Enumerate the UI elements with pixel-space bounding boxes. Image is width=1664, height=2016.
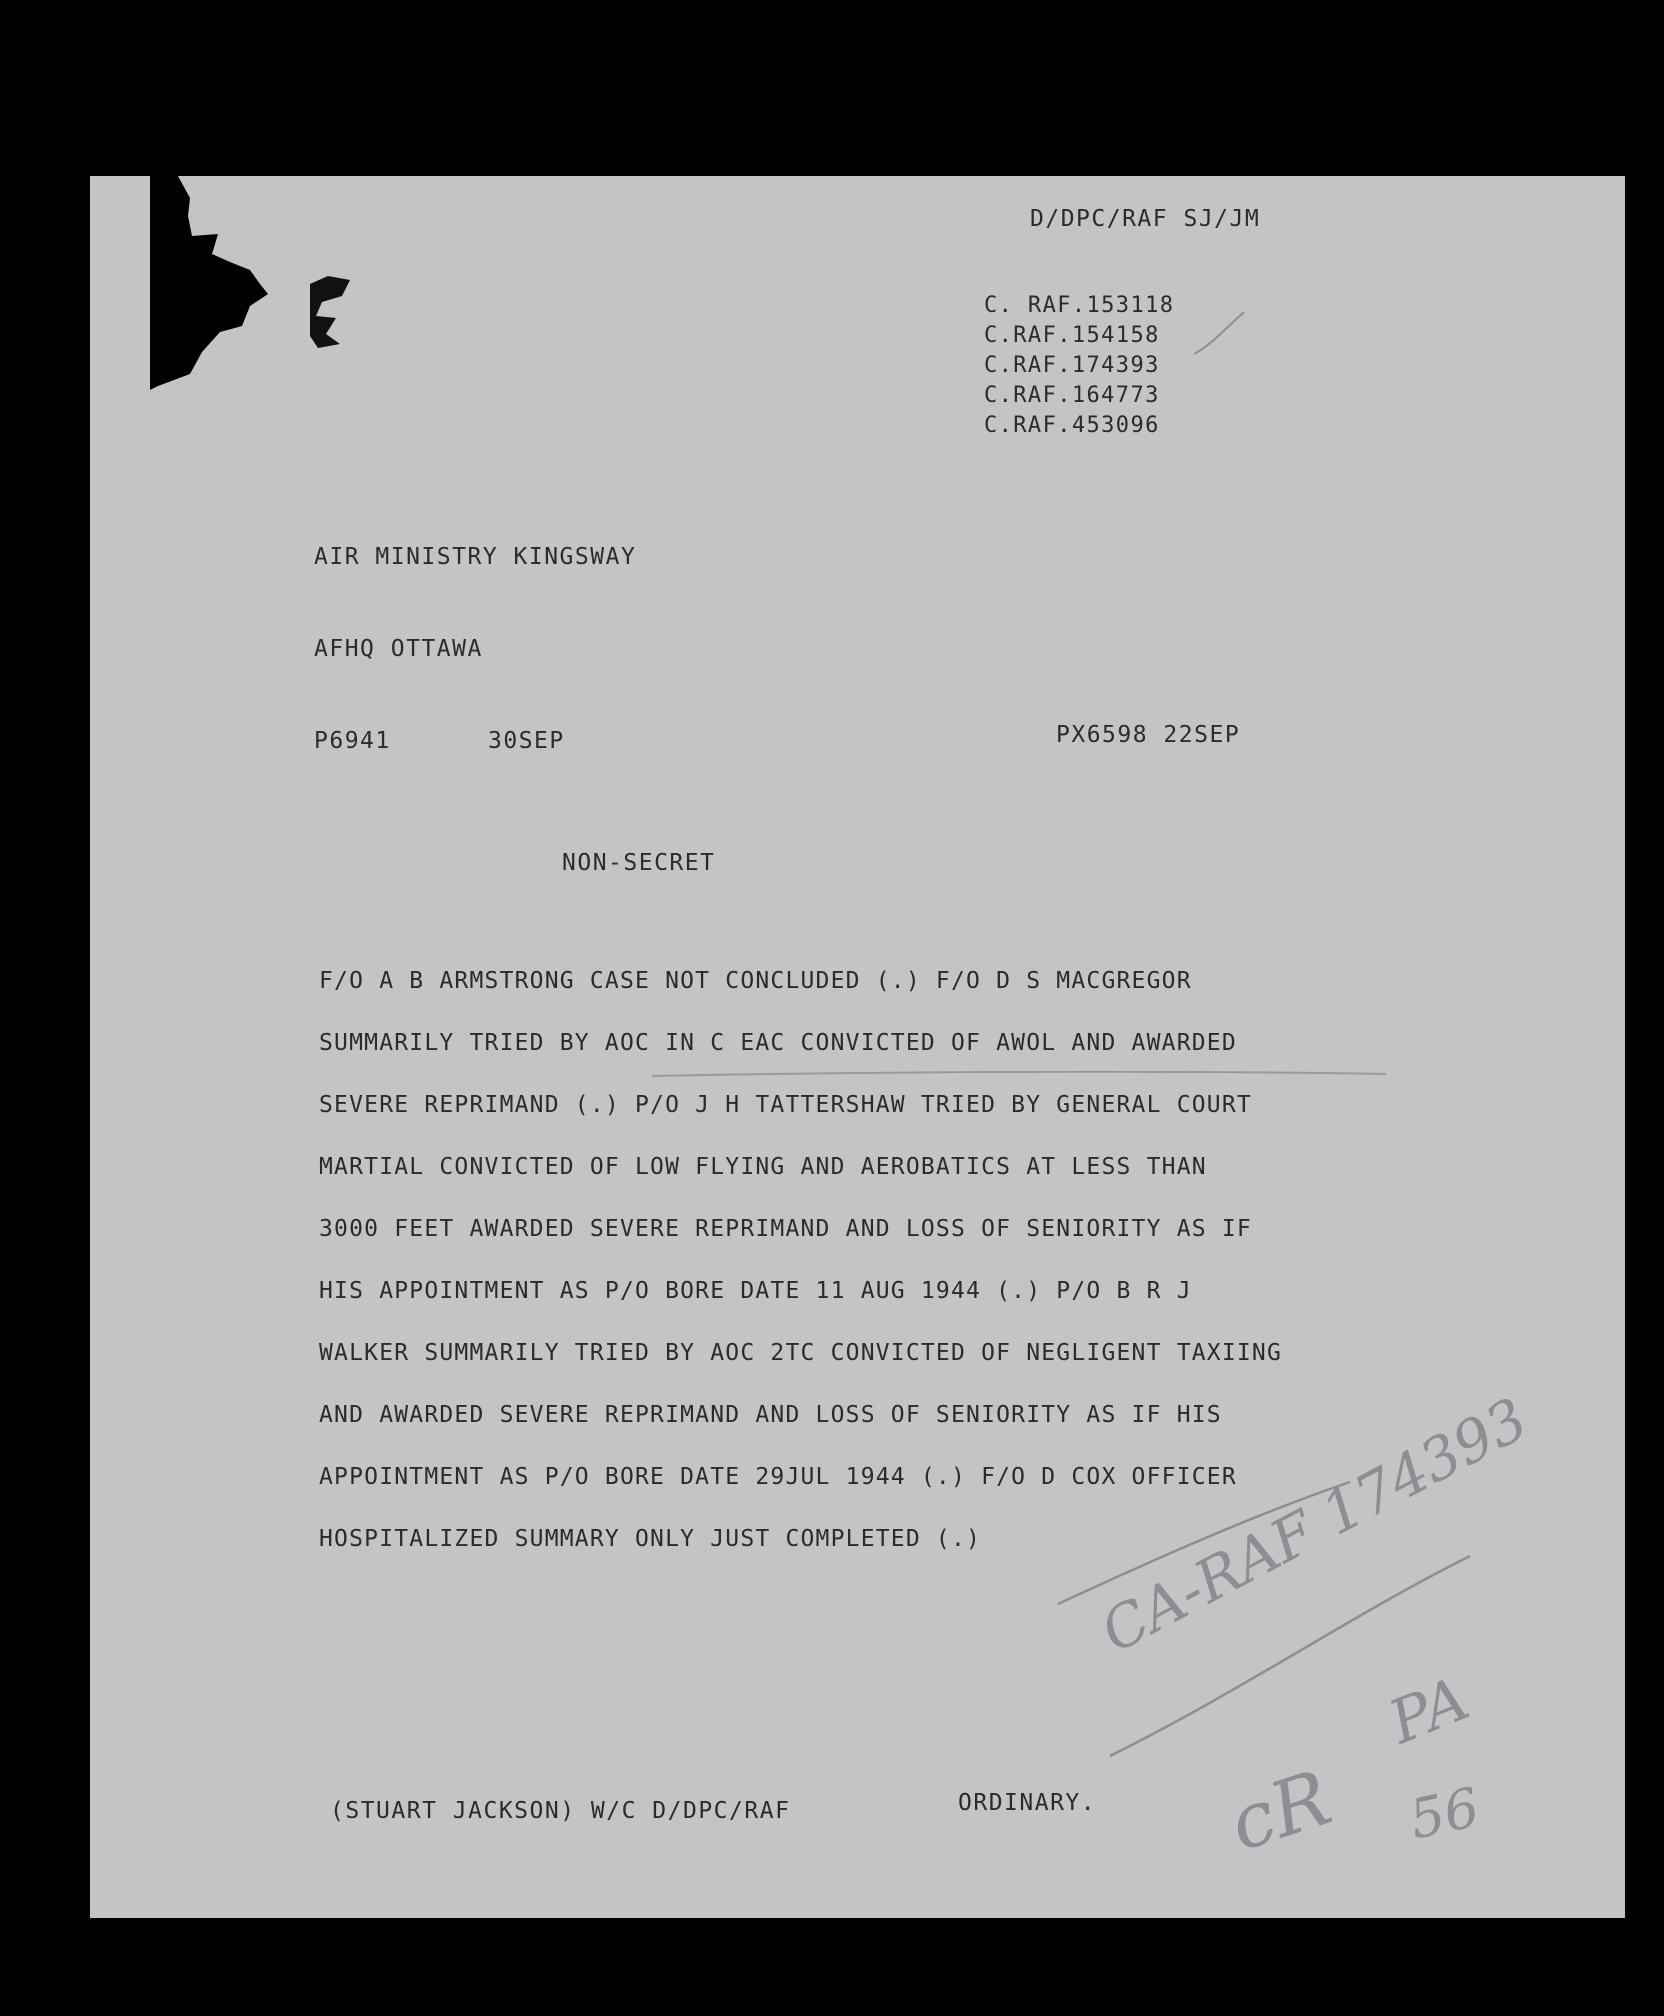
body-line: AND AWARDED SEVERE REPRIMAND AND LOSS OF SENIORITY AS IF HIS <box>319 1402 1222 1428</box>
signature-line: (STUART JACKSON) W/C D/DPC/RAF <box>330 1798 791 1824</box>
file-reference: D/DPC/RAF SJ/JM <box>1030 206 1261 232</box>
body-line: HOSPITALIZED SUMMARY ONLY JUST COMPLETED (.) <box>319 1526 982 1552</box>
body-line: WALKER SUMMARILY TRIED BY AOC 2TC CONVICTED OF NEGLIGENT TAXIING <box>319 1340 1283 1366</box>
body-line: 3000 FEET AWARDED SEVERE REPRIMAND AND LOSS OF SENIORITY AS IF <box>319 1216 1252 1242</box>
service-number-list <box>984 291 1174 441</box>
tick-mark <box>1190 306 1250 366</box>
service-number: C. RAF.153118 <box>984 293 1175 318</box>
body-line: HIS APPOINTMENT AS P/O BORE DATE 11 AUG 1944 (.) P/O B R J <box>319 1278 1192 1304</box>
document-page <box>90 176 1625 1918</box>
from-address: AIR MINISTRY KINGSWAY <box>314 544 637 570</box>
to-address: AFHQ OTTAWA <box>314 636 483 662</box>
pencil-underline <box>650 1066 1390 1082</box>
service-number: C.RAF.453096 <box>984 413 1160 438</box>
ink-blot <box>150 176 410 426</box>
message-date: 30SEP <box>488 728 565 754</box>
body-line: MARTIAL CONVICTED OF LOW FLYING AND AEROBATICS AT LESS THAN <box>319 1154 1207 1180</box>
message-number: P6941 <box>314 728 391 754</box>
priority: ORDINARY. <box>958 1790 1097 1816</box>
handwritten-initials: cR <box>1218 1752 1342 1869</box>
service-number: C.RAF.174393 <box>984 353 1160 378</box>
body-line: SUMMARILY TRIED BY AOC IN C EAC CONVICTED OF AWOL AND AWARDED <box>319 1030 1237 1056</box>
body-line: F/O A B ARMSTRONG CASE NOT CONCLUDED (.) F/O D S MACGREGOR <box>319 968 1192 994</box>
service-number: C.RAF.164773 <box>984 383 1160 408</box>
reply-reference: PX6598 22SEP <box>1056 722 1241 748</box>
classification: NON-SECRET <box>562 850 716 876</box>
handwritten-file-number: CA-RAF 174393 <box>1090 1384 1539 1667</box>
handwritten-pa: PA <box>1379 1663 1479 1759</box>
body-line: APPOINTMENT AS P/O BORE DATE 29JUL 1944 (.) F/O D COX OFFICER <box>319 1464 1237 1490</box>
service-number: C.RAF.154158 <box>984 323 1160 348</box>
body-line: SEVERE REPRIMAND (.) P/O J H TATTERSHAW TRIED BY GENERAL COURT <box>319 1092 1252 1118</box>
handwritten-number: 56 <box>1404 1775 1485 1852</box>
